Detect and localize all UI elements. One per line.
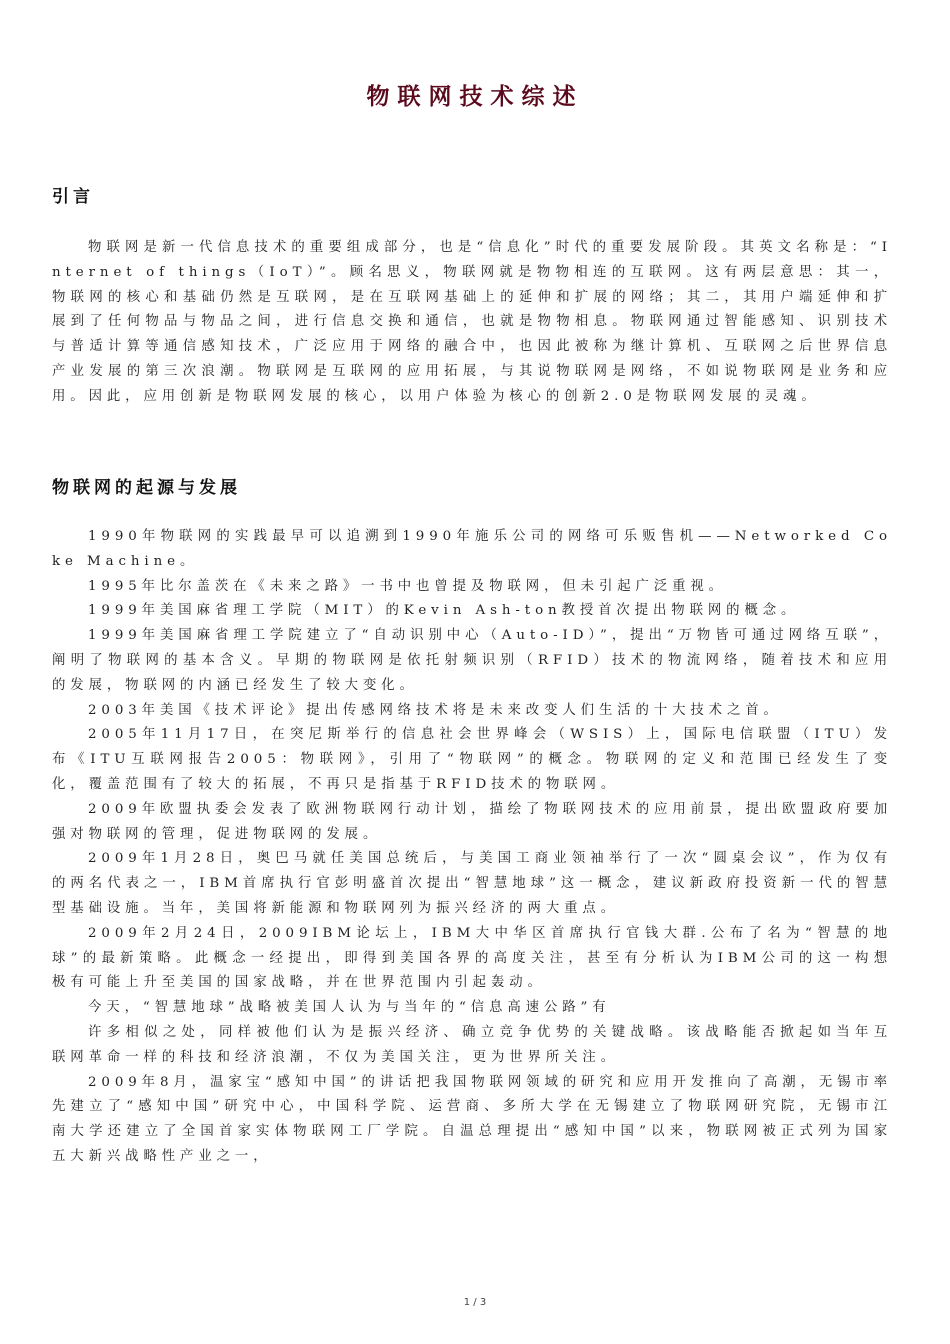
paragraph: 今天，“智慧地球”战略被美国人认为与当年的“信息高速公路”有 [88, 1000, 611, 1016]
section-heading-intro: 引言 [52, 187, 94, 207]
paragraph: 2009年1月28日，奥巴马就任美国总统后，与美国工商业领袖举行了一次“圆桌会议”，作为仅有的两名代表之一，IBM首席执行官彭明盛首次提出“智慧地球”这一概念，建议新政府投资新一代的智慧型基础设施。当年，美国将新能源和物联网列为振兴经济的两大重点。 [52, 851, 892, 916]
paragraph: 1999年美国麻省理工学院建立了“自动识别中心（Auto-ID）”，提出“万物皆可通过网络互联”，阐明了物联网的基本含义。早期的物联网是依托射频识别（RFID）技术的物流网络，随着技术和应用的发展，物联网的内涵已经发生了较大变化。 [52, 628, 892, 693]
paragraph: 1990年物联网的实践最早可以追溯到1990年施乐公司的网络可乐贩售机——Networked Coke Machine。 [52, 529, 892, 569]
section-body-intro [52, 236, 892, 410]
paragraph: 许多相似之处，同样被他们认为是振兴经济、确立竞争优势的关键战略。该战略能否掀起如当年互联网革命一样的科技和经济浪潮，不仅为美国关注，更为世界所关注。 [52, 1024, 892, 1065]
paragraph: 1995年比尔盖茨在《未来之路》一书中也曾提及物联网，但未引起广泛重视。 [88, 578, 727, 594]
paragraph: 2005年11月17日，在突尼斯举行的信息社会世界峰会（WSIS）上，国际电信联盟（ITU）发布《ITU互联网报告2005：物联网》，引用了“物联网”的概念。物联网的定义和范围已经发生了变化，覆盖范围有了较大的拓展，不再只是指基于RFID技术的物联网。 [52, 727, 892, 792]
document-title: 物联网技术综述 [366, 84, 584, 110]
paragraph: 1999年美国麻省理工学院（MIT）的Kevin Ash-ton教授首次提出物联网的概念。 [88, 603, 800, 619]
paragraph: 2009年8月，温家宝“感知中国”的讲话把我国物联网领域的研究和应用开发推向了高潮，无锡市率先建立了“感知中国”研究中心，中国科学院、运营商、多所大学在无锡建立了物联网研究院，无锡市江南大学还建立了全国首家实体物联网工厂学院。自温总理提出“感知中国”以来，物联网被正式列为国家五大新兴战略性产业之一， [52, 1074, 892, 1164]
page-number: 1 / 3 [463, 1297, 487, 1308]
section-heading-origin: 物联网的起源与发展 [52, 478, 241, 498]
paragraph: 物联网是新一代信息技术的重要组成部分，也是“信息化”时代的重要发展阶段。其英文名称是：“Internet of things（IoT）”。顾名思义，物联网就是物物相连的互联网。这有两层意思：其一，物联网的核心和基础仍然是互联网，是在互联网基础上的延伸和扩展的网络；其二，其用户端延伸和扩展到了任何物品与物品之间，进行信息交换和通信，也就是物物相息。物联网通过智能感知、识别技术与普适计算等通信感知技术，广泛应用于网络的融合中，也因此被称为继计算机、互联网之后世界信息产业发展的第三次浪潮。物联网是互联网的应用拓展，与其说物联网是网络，不如说物联网是业务和应用。因此，应用创新是物联网发展的核心，以用户体验为核心的创新2.0是物联网发展的灵魂。 [52, 240, 892, 404]
paragraph: 2003年美国《技术评论》提出传感网络技术将是未来改变人们生活的十大技术之首。 [88, 702, 782, 718]
paragraph: 2009年欧盟执委会发表了欧洲物联网行动计划，描绘了物联网技术的应用前景，提出欧盟政府要加强对物联网的管理，促进物联网的发展。 [52, 801, 892, 842]
paragraph: 2009年2月24日，2009IBM论坛上，IBM大中华区首席执行官钱大群.公布了名为“智慧的地球”的最新策略。此概念一经提出，即得到美国各界的高度关注，甚至有分析认为IBM公司的这一构想极有可能上升至美国的国家战略，并在世界范围内引起轰动。 [52, 925, 892, 991]
section-body-origin [52, 525, 892, 1170]
